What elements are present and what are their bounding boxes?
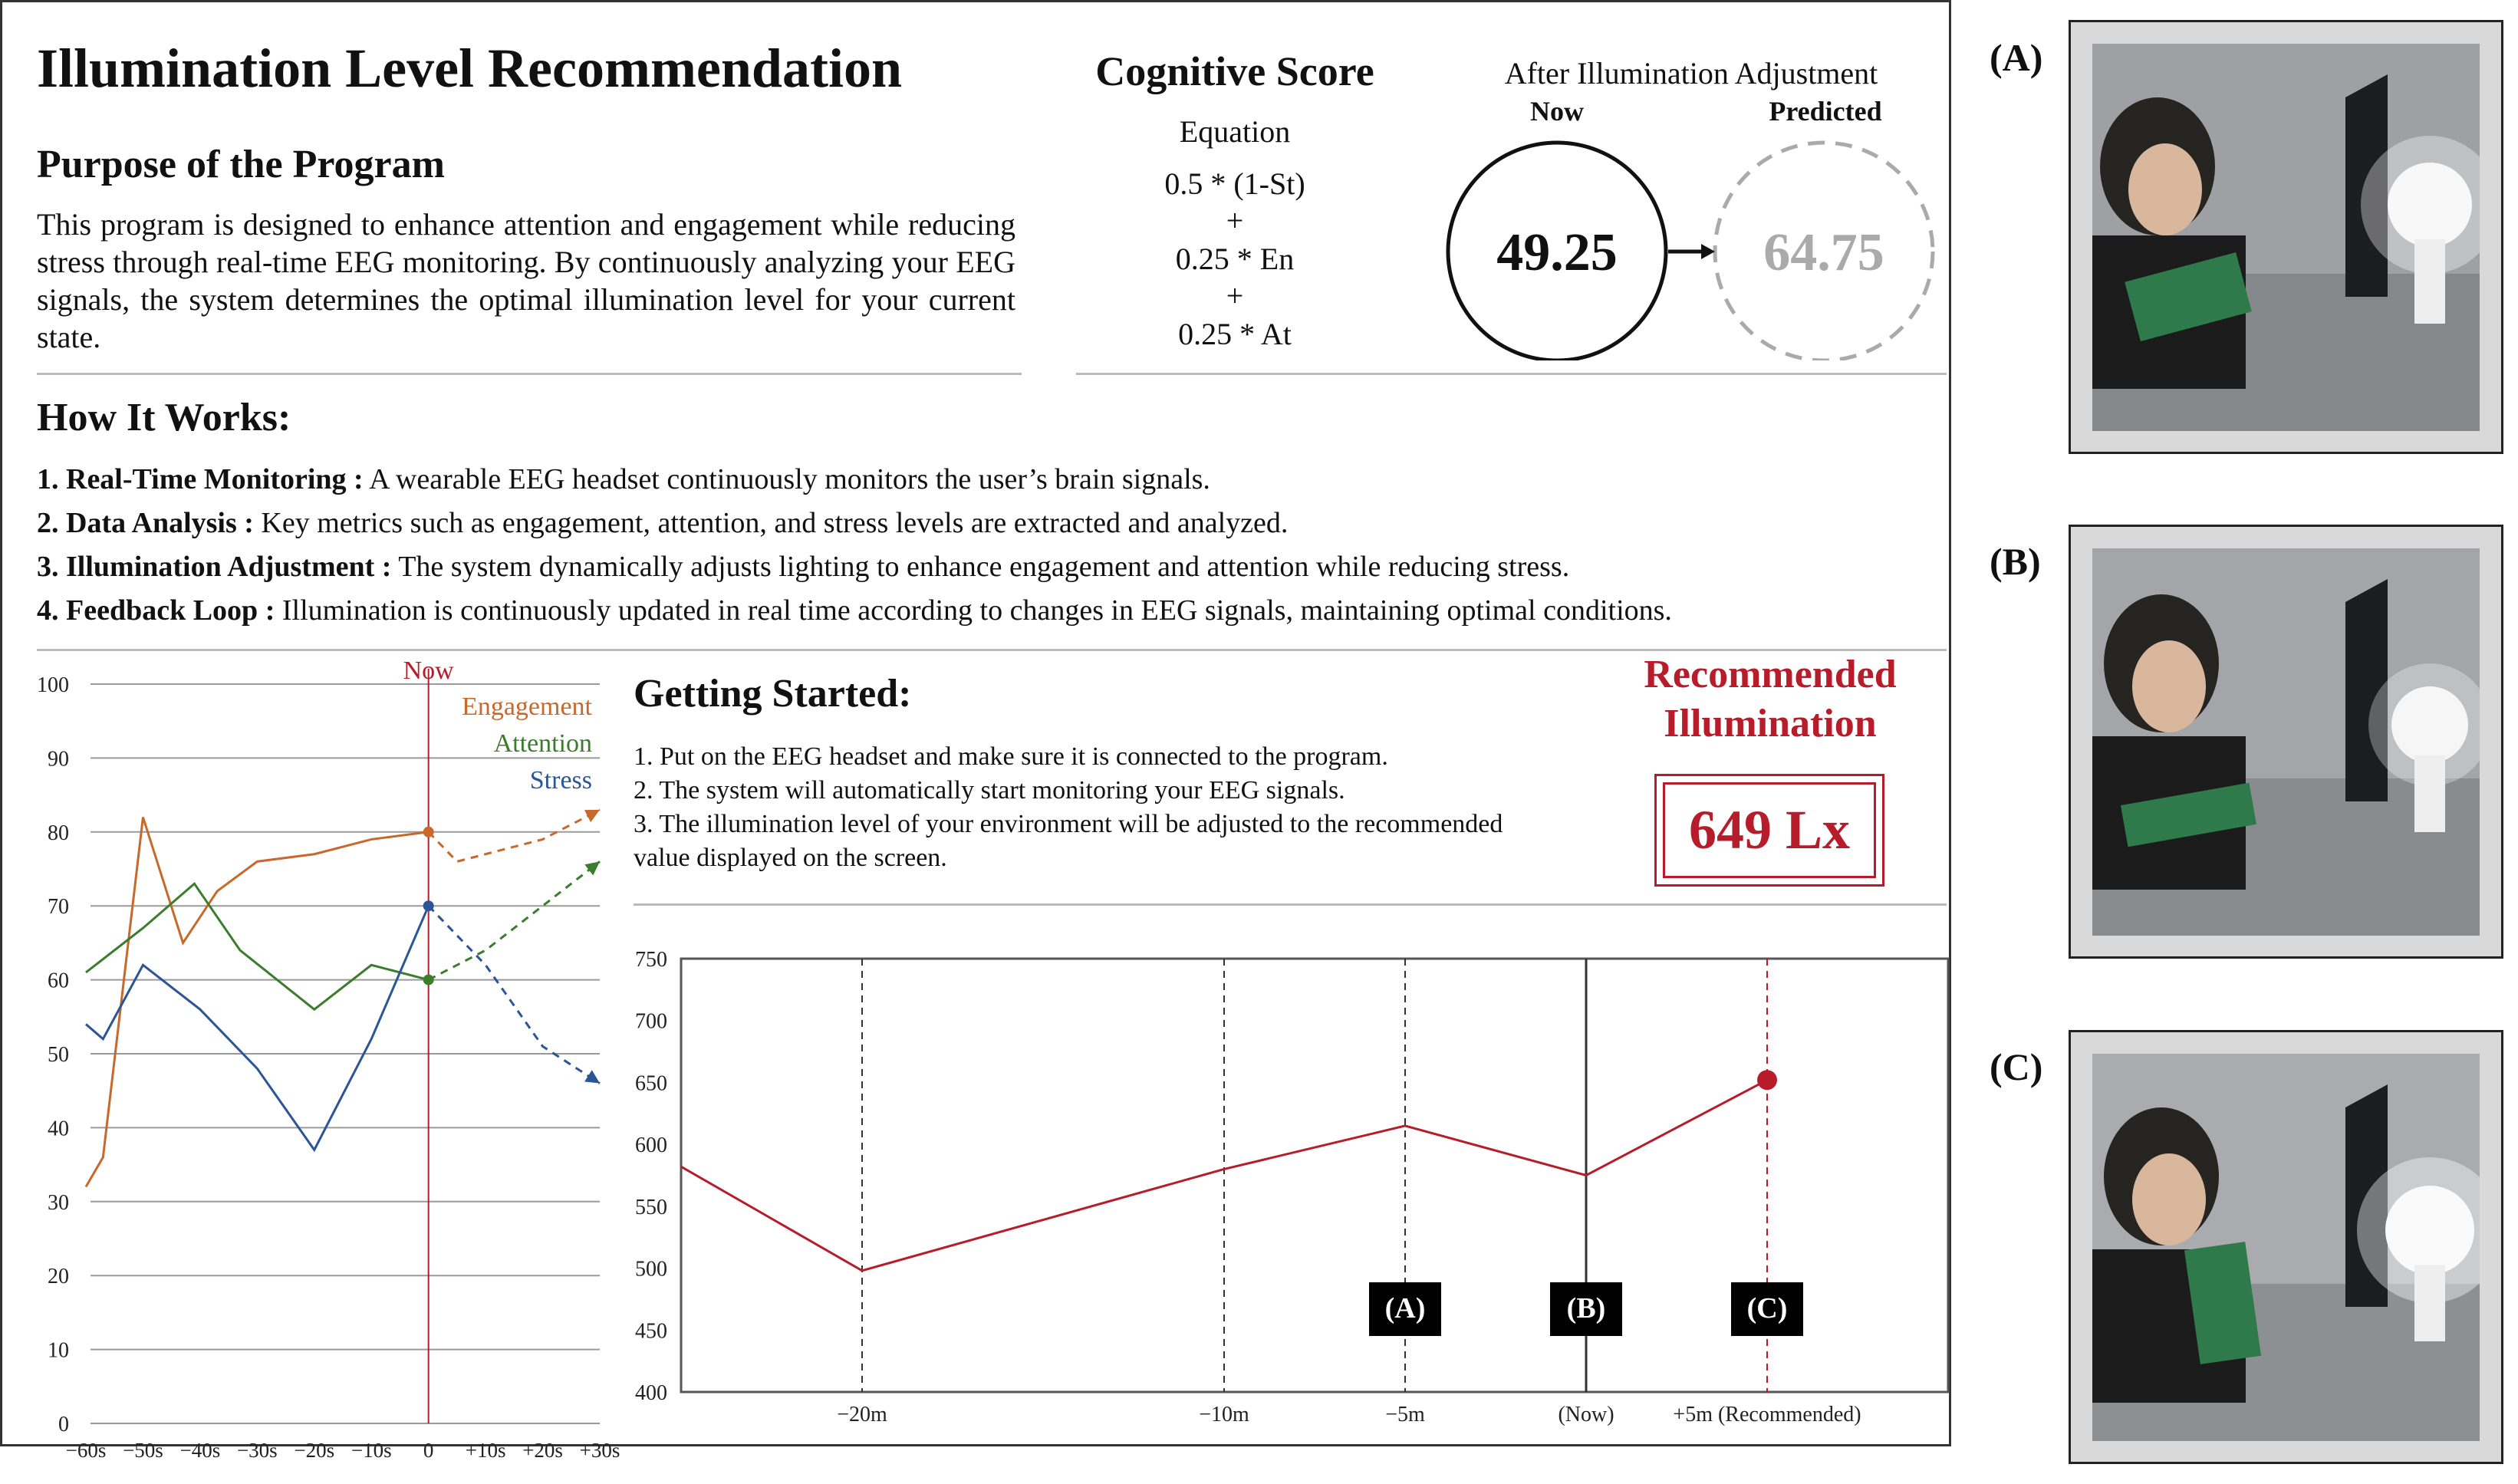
now-label: Now [403,656,454,685]
photo-label: (C) [1990,1045,2043,1088]
legend-engagement: Engagement [462,693,592,721]
marker-label: (B) [1566,1292,1606,1324]
instruction-line: 3. The illumination level of your environment will be adjusted to the recommended [634,810,1503,838]
divider [1076,373,1947,375]
arrow-head-icon [1701,244,1715,259]
y-tick-label: 650 [635,1071,667,1096]
illumination-chart [621,943,1967,1434]
predicted-label: Predicted [1769,96,1882,127]
attention-series-line [86,883,429,1009]
y-tick-label: 70 [48,895,69,920]
y-tick-label: 80 [48,821,69,845]
predicted-score-value: 64.75 [1763,223,1884,282]
engagement-series-line [86,818,429,1187]
engagement-forecast-line [429,810,600,861]
step-item: 4. Feedback Loop : Illumination is continuously updated in real time according to changes in EEG signals, maintaining optimal conditions. [37,594,1672,627]
legend-stress: Stress [529,766,592,795]
y-tick-label: 100 [37,673,69,697]
x-tick-label: −30s [236,1439,278,1462]
step-item: 2. Data Analysis : Key metrics such as engagement, attention, and stress levels are extracted and analyzed. [37,507,1289,539]
x-tick-label: (Now) [1558,1403,1614,1426]
x-tick-label: −60s [65,1439,107,1462]
y-tick-label: 450 [635,1319,667,1344]
y-tick-label: 700 [635,1009,667,1034]
scene-photo-b [2092,548,2480,936]
cognitive-score-heading: Cognitive Score [1095,48,1374,94]
x-tick-label: +20s [522,1439,563,1462]
recommended-heading: Recommended [1644,653,1897,696]
y-tick-label: 50 [48,1043,69,1067]
attention-arrow-icon [584,861,600,875]
divider [634,903,1947,906]
y-tick-label: 550 [635,1195,667,1219]
x-tick-label: −50s [123,1439,163,1462]
y-tick-label: 90 [48,747,69,772]
photo-a-frame [2069,20,2503,454]
y-tick-label: 10 [48,1338,69,1363]
y-tick-label: 20 [48,1265,69,1289]
divider [37,649,1947,651]
stress-now-point [423,900,434,911]
recommended-value-box [1654,774,1884,887]
step-item: 1. Real-Time Monitoring : A wearable EEG headset continuously monitors the user’s brain signals. [37,463,1210,495]
recommended-value: 649 Lx [1663,782,1876,878]
legend-attention: Attention [493,729,592,758]
eeg-metrics-chart [15,652,621,1465]
step-item: 3. Illumination Adjustment : The system dynamically adjusts lighting to enhance engagement and attention while reducing stress. [37,551,1570,583]
photo-label: (A) [1990,36,2043,79]
getting-started-heading: Getting Started: [634,672,912,716]
x-tick-label: +10s [465,1439,506,1462]
y-tick-label: 30 [48,1190,69,1215]
engagement-now-point [423,827,434,837]
scene-photo-a [2092,44,2480,431]
recommended-point [1757,1070,1777,1090]
y-tick-label: 750 [635,948,667,972]
y-tick-label: 600 [635,1134,667,1158]
x-tick-label: −10s [351,1439,392,1462]
photo-c-frame [2069,1030,2503,1464]
instruction-line: value displayed on the screen. [634,844,947,872]
stress-arrow-icon [584,1070,600,1083]
equation-term: 0.25 * At [1178,317,1292,351]
x-tick-label: −20s [294,1439,335,1462]
stress-forecast-line [429,906,600,1083]
attention-now-point [423,975,434,985]
page-title: Illumination Level Recommendation [37,38,902,99]
y-tick-label: 400 [635,1381,667,1405]
photo-label: (B) [1990,540,2041,583]
y-tick-label: 60 [48,969,69,993]
purpose-heading: Purpose of the Program [37,143,445,186]
y-tick-label: 0 [58,1413,69,1436]
equation-term: 0.5 * (1-St) [1164,166,1305,201]
x-tick-label: −10m [1199,1403,1249,1426]
now-score-value: 49.25 [1496,223,1618,282]
now-label: Now [1530,96,1584,127]
equation-operator: + [1226,203,1244,238]
instruction-line: 2. The system will automatically start monitoring your EEG signals. [634,776,1345,805]
x-tick-label: 0 [423,1439,434,1462]
marker-label: (A) [1384,1292,1426,1324]
equation-term: 0.25 * En [1175,242,1295,276]
stress-series-line [86,906,429,1150]
x-tick-label: −40s [179,1439,221,1462]
scene-photo-c [2092,1054,2480,1441]
marker-label: (C) [1746,1292,1788,1324]
x-tick-label: −20m [837,1403,887,1426]
instruction-line: 1. Put on the EEG headset and make sure it is connected to the program. [634,742,1388,771]
x-tick-label: +30s [579,1439,620,1462]
photo-b-frame [2069,525,2503,959]
attention-forecast-line [429,861,600,979]
equation-operator: + [1226,278,1244,313]
divider [37,373,1022,375]
y-tick-label: 40 [48,1117,69,1141]
x-tick-label: +5m (Recommended) [1673,1403,1861,1426]
x-tick-label: −5m [1385,1403,1425,1426]
purpose-text: This program is designed to enhance attention and engagement while reducing stress through real-time EEG monitoring. By continuously analyzing your EEG signals, the system determines the optimal illumination level for your current state. [37,207,1015,354]
y-tick-label: 500 [635,1257,667,1282]
engagement-arrow-icon [584,810,600,822]
equation-label: Equation [1179,114,1291,149]
adjustment-heading: After Illumination Adjustment [1504,56,1878,90]
how-it-works-heading: How It Works: [37,396,291,439]
recommended-heading: Illumination [1664,702,1877,745]
